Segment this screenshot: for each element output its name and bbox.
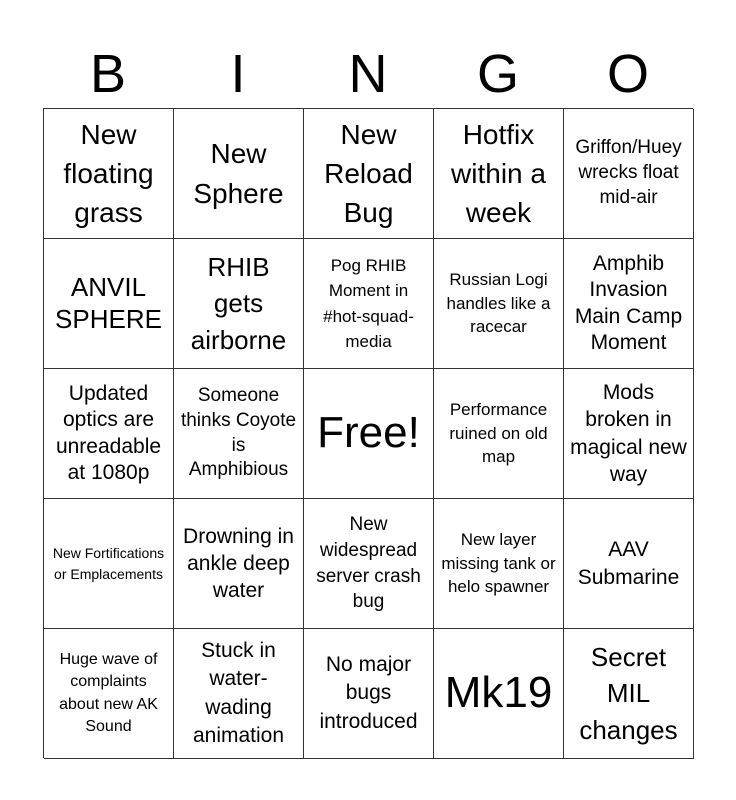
cell-text: Updated optics are unreadable at 1080p xyxy=(55,382,162,484)
cell-text: Mods broken in magical new way xyxy=(570,380,687,486)
bingo-cell[interactable] xyxy=(564,369,694,499)
bingo-cell[interactable] xyxy=(44,109,174,239)
cell-text: New layer missing tank or helo spawner xyxy=(441,529,556,597)
cell-text: Performance ruined on old map xyxy=(449,399,548,467)
bingo-cell[interactable] xyxy=(44,629,174,759)
bingo-cell[interactable] xyxy=(564,629,694,759)
free-space-text: Free! xyxy=(317,408,420,458)
cell-text: Griffon/Huey wrecks float mid-air xyxy=(575,137,682,208)
bingo-cell[interactable] xyxy=(434,369,564,499)
cell-text: AAV Submarine xyxy=(577,538,680,589)
bingo-cell[interactable] xyxy=(174,369,304,499)
bingo-cell[interactable] xyxy=(174,239,304,369)
cell-text: New widespread server crash bug xyxy=(316,514,421,613)
cell-text: Huge wave of complaints about new AK Sound xyxy=(59,650,158,735)
bingo-cell-free[interactable] xyxy=(304,369,434,499)
header-letter-i: I xyxy=(230,44,246,104)
bingo-cell[interactable] xyxy=(44,499,174,629)
cell-text: ANVIL SPHERE xyxy=(55,272,162,334)
cell-text: Amphib Invasion Main Camp Moment xyxy=(574,252,683,354)
bingo-cell[interactable] xyxy=(564,239,694,369)
bingo-cell[interactable] xyxy=(174,499,304,629)
header-letter-o: O xyxy=(606,44,649,104)
bingo-cell[interactable] xyxy=(434,629,564,759)
cell-text: Hotfix within a week xyxy=(451,118,546,229)
bingo-cell[interactable] xyxy=(174,629,304,759)
cell-text: New Fortifications or Emplacements xyxy=(52,544,165,582)
bingo-grid xyxy=(43,108,693,758)
bingo-cell[interactable] xyxy=(304,109,434,239)
bingo-cell[interactable] xyxy=(434,109,564,239)
bingo-cell[interactable] xyxy=(304,629,434,759)
header-letter-n: N xyxy=(348,44,388,104)
cell-text: RHIB gets airborne xyxy=(190,251,287,355)
cell-text: Secret MIL changes xyxy=(579,641,678,745)
bingo-cell[interactable] xyxy=(434,499,564,629)
bingo-header xyxy=(43,40,693,108)
bingo-cell[interactable] xyxy=(304,499,434,629)
header-letter-b: B xyxy=(89,44,127,104)
bingo-cell[interactable] xyxy=(434,239,564,369)
bingo-cell[interactable] xyxy=(564,109,694,239)
cell-text: Mk19 xyxy=(444,668,553,718)
header-letter-g: G xyxy=(476,44,519,104)
cell-text: Pog RHIB Moment in #hot-squad-media xyxy=(323,255,414,351)
bingo-cell[interactable] xyxy=(304,239,434,369)
bingo-cell[interactable] xyxy=(174,109,304,239)
bingo-cell[interactable] xyxy=(564,499,694,629)
bingo-cell[interactable] xyxy=(44,239,174,369)
cell-text: New Sphere xyxy=(193,138,284,209)
cell-text: No major bugs introduced xyxy=(319,652,418,733)
cell-text: New floating grass xyxy=(63,118,154,229)
cell-text: Someone thinks Coyote is Amphibious xyxy=(180,385,297,481)
cell-text: Drowning in ankle deep water xyxy=(183,524,294,603)
cell-text: Russian Logi handles like a racecar xyxy=(446,269,551,337)
cell-text: New Reload Bug xyxy=(324,118,413,229)
cell-text: Stuck in water-wading animation xyxy=(192,638,285,747)
bingo-cell[interactable] xyxy=(44,369,174,499)
